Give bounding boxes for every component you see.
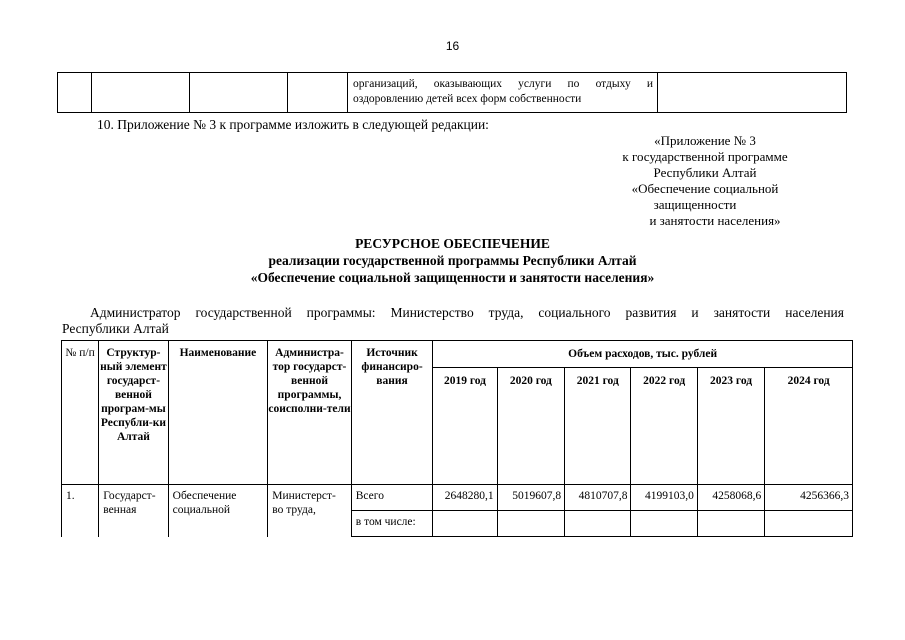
appendix-line: защищенности [653,197,737,212]
header-year-2021: 2021 год [565,368,631,485]
page-number: 16 [445,39,460,53]
empty-cell [497,511,564,537]
header-admin: Администра-тор государст-венной программы, соисполни-тели [268,341,352,485]
header-year-2020: 2020 год [497,368,564,485]
header-element: Структур-ный элемент государст-венной програм-мы Республи-ки Алтай [99,341,168,485]
measure-text-line2: оздоровлению детей всех форм собственности [353,93,582,105]
empty-cell [92,73,190,113]
item-10-paragraph: 10. Приложение № 3 к программе изложить в следующей редакции: [97,117,489,132]
row-source-total: Всего [351,485,433,511]
empty-cell [565,511,631,537]
measure-text-cell [348,73,658,113]
header-year-2022: 2022 год [631,368,697,485]
resource-table [61,340,853,537]
document-title: РЕСУРСНОЕ ОБЕСПЕЧЕНИЕ [355,236,550,251]
header-name: Наименование [168,341,268,485]
program-name: «Обеспечение социальной защищенности и занятости населения» [250,270,655,285]
value-2021: 4810707,8 [565,485,631,511]
header-volume: Объем расходов, тыс. рублей [433,341,853,368]
row-num: 1. [62,485,99,537]
administrator-line2: Республики Алтай [62,321,169,336]
value-2020: 5019607,8 [497,485,564,511]
value-2022: 4199103,0 [631,485,697,511]
document-subtitle: реализации государственной программы Республики Алтай [268,253,637,268]
row-element: Государст-венная [99,485,168,537]
empty-cell [765,511,853,537]
empty-cell [288,73,348,113]
empty-cell [433,511,497,537]
empty-cell [58,73,92,113]
header-year-2024: 2024 год [765,368,853,485]
empty-cell [190,73,288,113]
header-source: Источник финансиро-вания [351,341,433,485]
empty-cell [658,73,847,113]
row-name: Обеспечение социальной [168,485,268,537]
appendix-header [585,133,825,229]
measure-text-line1: организаций, оказывающих услуги по отдыху и [353,78,653,90]
header-num: № п/п [62,341,99,485]
administrator-line1: Администратор государственной программы: Министерство труда, социального развития и занятости населения [90,305,844,320]
administrator-paragraph [62,305,844,337]
continued-table-fragment [57,72,847,113]
header-year-2019: 2019 год [433,368,497,485]
value-2023: 4258068,6 [697,485,764,511]
header-year-2023: 2023 год [697,368,764,485]
appendix-line: Республики Алтай [653,165,757,180]
row-source-incl: в том числе: [351,511,433,537]
value-2024: 4256366,3 [765,485,853,511]
appendix-line: «Обеспечение социальной [631,181,779,196]
appendix-line: к государственной программе [622,149,788,164]
empty-cell [631,511,697,537]
value-2019: 2648280,1 [433,485,497,511]
row-admin: Министерст-во труда, [268,485,352,537]
empty-cell [697,511,764,537]
appendix-line: и занятости населения» [649,213,781,228]
appendix-line: «Приложение № 3 [654,133,756,148]
